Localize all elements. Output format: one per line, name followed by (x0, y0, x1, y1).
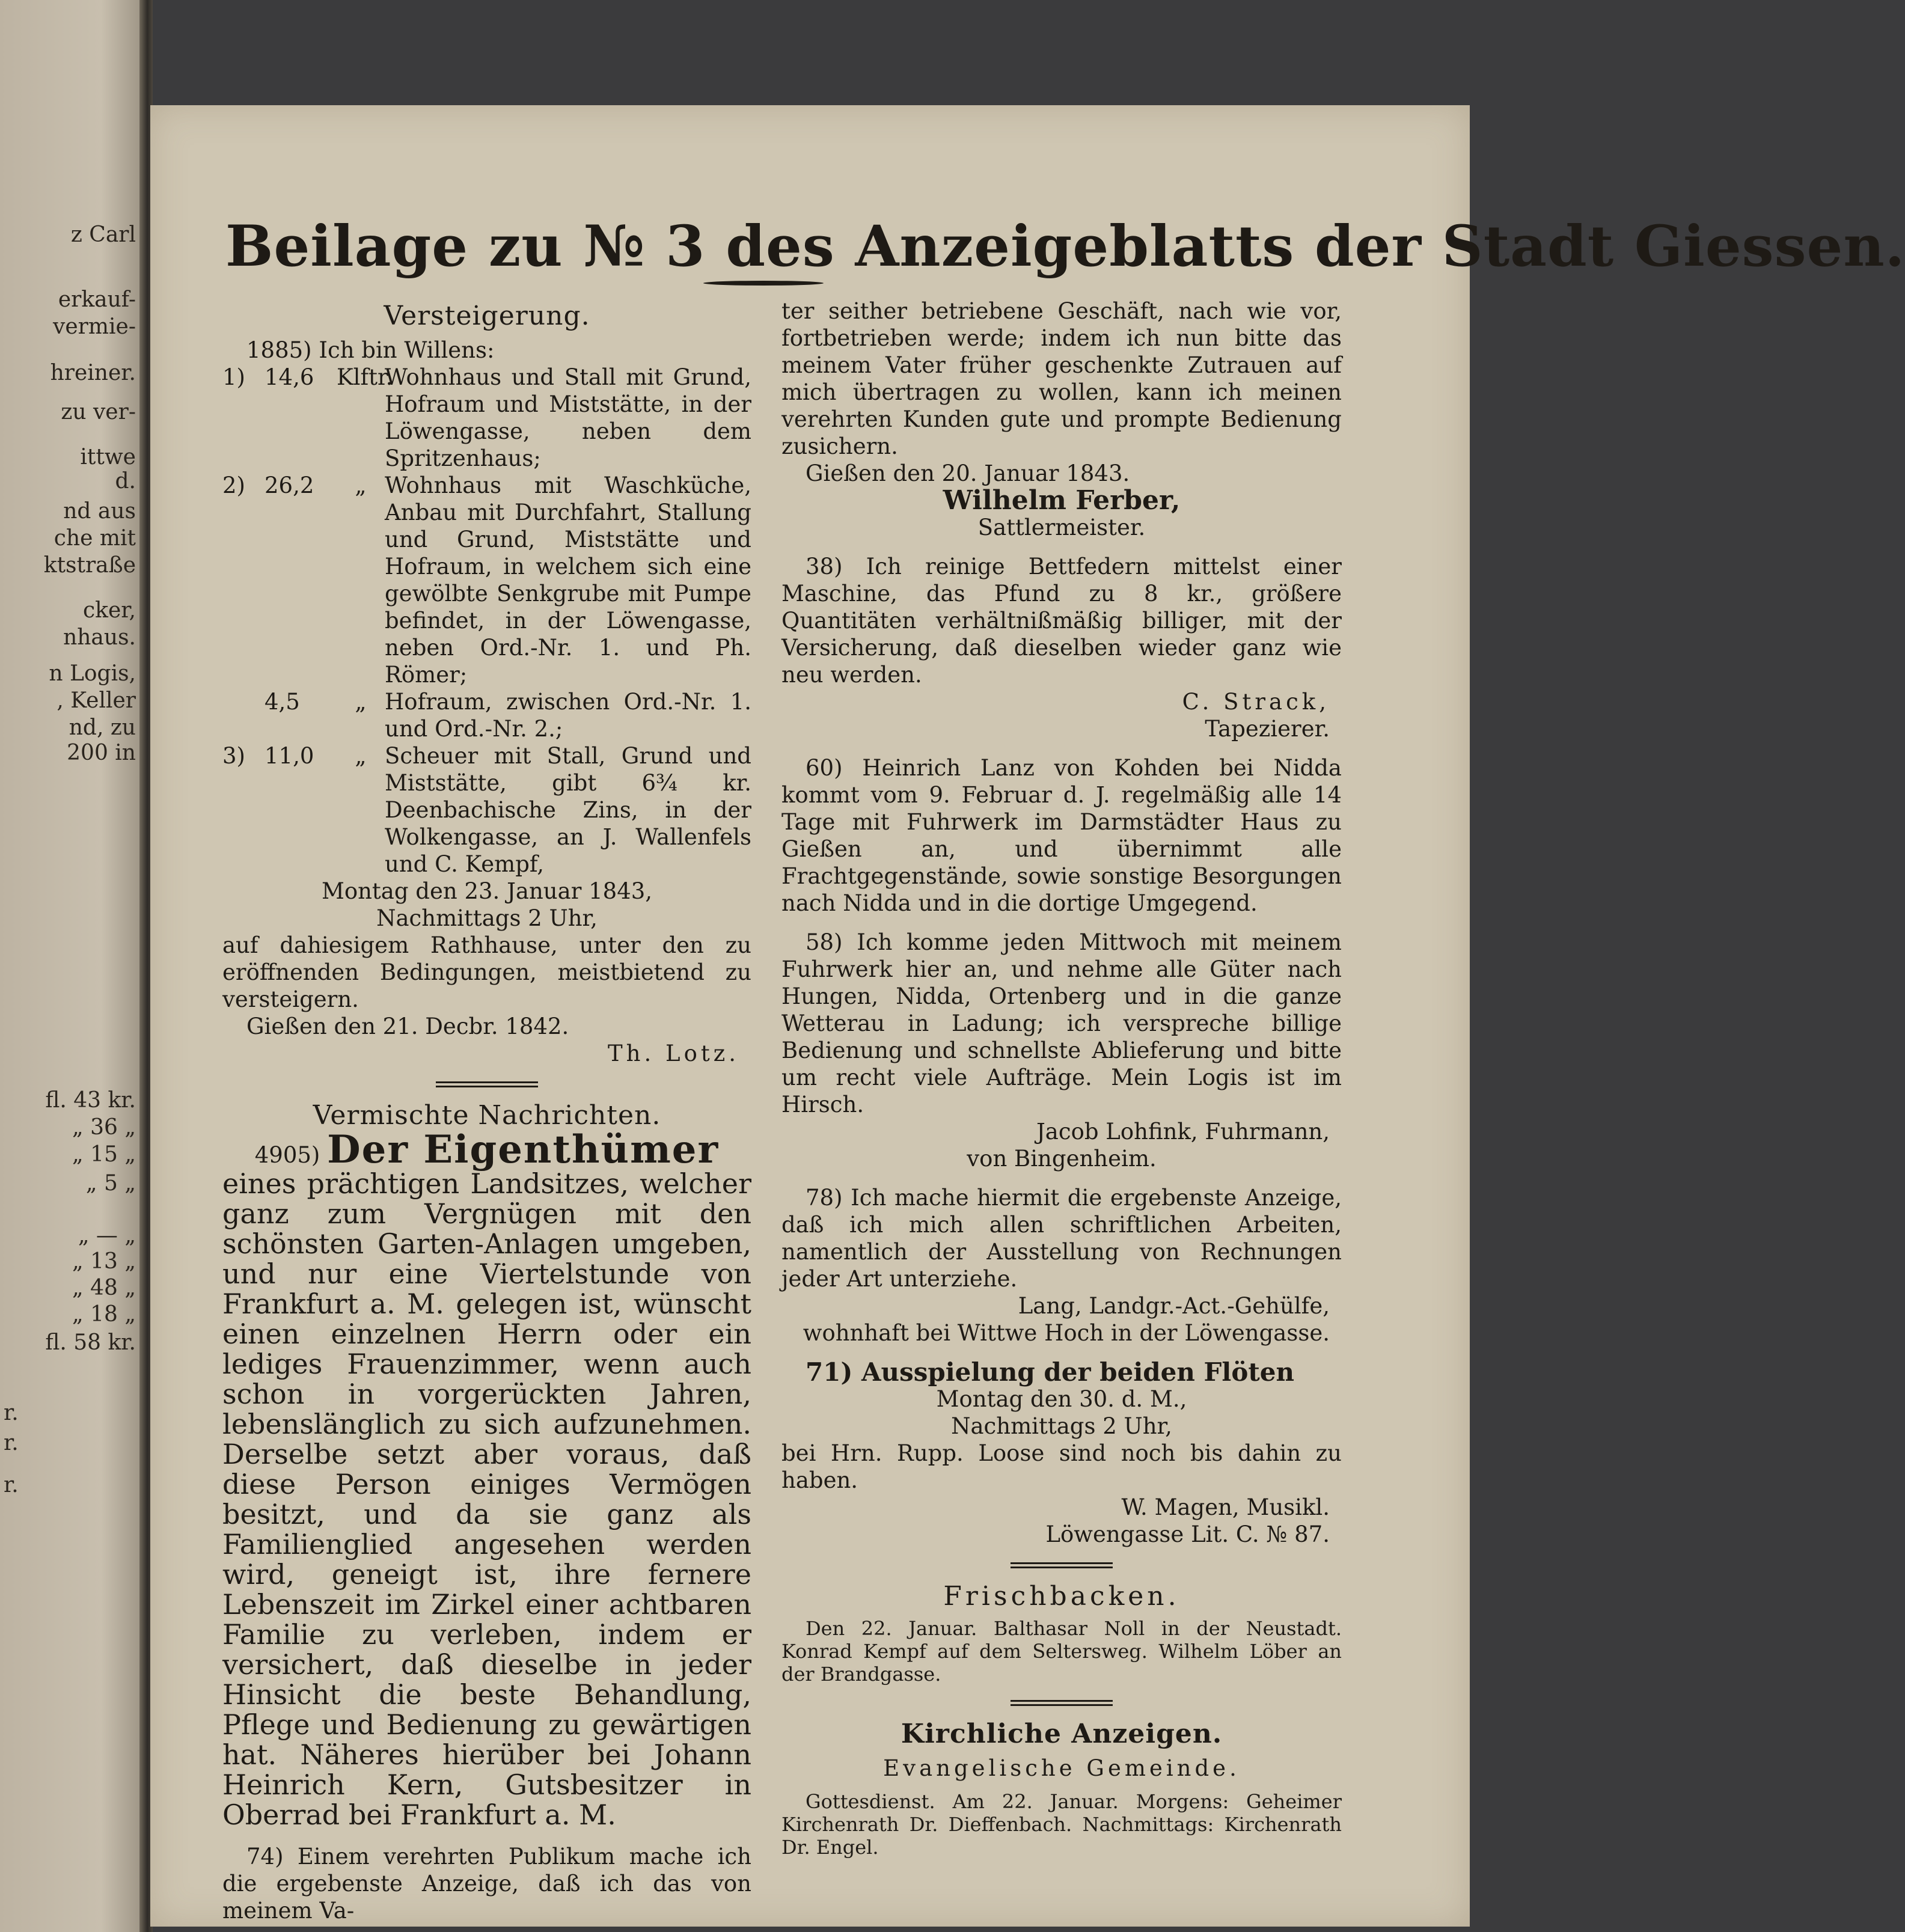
ad-74-continued: ter seither betriebene Geschäft, nach wie vor, fortbetrieben werde; indem ich nun bitte das meinem Vater früher geschenkte Zutrauen auf mich übertragen zu wollen, kann ich meinen verehrten Kunden gute und prompte Bedienung zusichern. (781, 298, 1342, 459)
prev-figure: „ 15 „ (72, 1142, 136, 1167)
ad-74-place-date: Gießen den 20. Januar 1843. (806, 460, 1130, 486)
right-column (781, 298, 1342, 1859)
item-description: Scheuer mit Stall, Grund und Miststätte, gibt 6¾ kr. Deenbachische Zins, in der Wolkengasse, an J. Wallenfels und C. Kempf, (385, 743, 751, 877)
item-size: 26,2 (264, 472, 314, 498)
auction-date: Montag den 23. Januar 1843, (321, 878, 653, 904)
prev-figure: „ — „ (78, 1223, 136, 1248)
prev-fragment: z Carl (70, 222, 136, 247)
auction-item (222, 364, 751, 472)
auction-signature: Th. Lotz. (607, 1041, 739, 1066)
church-subtitle: Evangelische Gemeinde. (883, 1755, 1240, 1781)
ad-number: 4905) (254, 1142, 320, 1168)
auction-item (222, 742, 751, 878)
ad-58-text: 58) Ich komme jeden Mittwoch mit meinem Fuhrwerk hier an, und nehme alle Güter nach Hungen, Nidda, Ortenberg und in die ganze Wetterau in Ladung; ich verspreche billige Bedienung und schnellste Ablieferung und bitte um recht viele Aufträge. Mein Logis ist im Hirsch. (781, 929, 1342, 1117)
ad-71-signature: W. Magen, Musikl. (1121, 1494, 1330, 1520)
ad-4905-text: eines prächtigen Landsitzes, welcher ganz zum Vergnügen mit den schönsten Garten-Anlagen umgeben, und nur eine Viertelstunde von Frankfurt a. M. gelegen ist, wünscht einen einzelnen Herrn oder ein lediges Frauenzimmer, wenn auch schon in vorgerückten Jahren, lebenslänglich zu sich aufzunehmen. Derselbe setzt aber voraus, daß diese Person einiges Vermögen besitzt, und da sie ganz als Familienglied angesehen werden wird, geneigt ist, ihre fernere Lebenszeit im Zirkel einer achtbaren Familie zu verleben, indem er versichert, daß dieselbe in jeder Hinsicht die beste Behandlung, Pflege und Bedienung zu gewärtigen hat. Näheres hierüber bei Johann Heinrich Kern, Gutsbesitzer in Oberrad bei Frankfurt a. M. (222, 1167, 751, 1831)
section-title-auction: Versteigerung. (384, 301, 590, 331)
item-size: 4,5 (264, 689, 300, 715)
item-size: 14,6 (264, 364, 314, 390)
ad-71-date: Montag den 30. d. M., (936, 1386, 1187, 1412)
ad-38-text: 38) Ich reinige Bettfedern mittelst einer Maschine, das Pfund zu 8 kr., größere Quantitäten verhältnißmäßig billiger, mit der Versicherung, daß dieselben wieder ganz wie neu werden. (781, 554, 1342, 688)
item-number (222, 688, 264, 742)
left-column (222, 298, 751, 1924)
ad-74-role: Sattlermeister. (977, 515, 1146, 540)
title-ornament (703, 281, 824, 286)
ad-38-role: Tapezierer. (1205, 716, 1330, 742)
ad-60-text: 60) Heinrich Lanz von Kohden bei Nidda kommt vom 9. Februar d. J. regelmäßig alle 14 Tage mit Fuhrwerk im Darmstädter Haus zu Gießen an, und übernimmt alle Frachtgegenstände, sowie sonstige Besorgungen nach Nidda und in die dortige Umgegend. (781, 755, 1342, 916)
item-unit: „ (355, 472, 367, 498)
prev-fragment: ktstraße (43, 553, 136, 578)
prev-fragment: , Keller (57, 688, 136, 713)
ad-71-time: Nachmittags 2 Uhr, (951, 1413, 1172, 1439)
prev-fragment: che mit (54, 526, 136, 551)
prev-figure: „ 48 „ (72, 1276, 136, 1300)
ad-78-role: wohnhaft bei Wittwe Hoch in der Löwengasse. (803, 1320, 1330, 1346)
item-number: 1) (222, 364, 245, 390)
ad-71-text: bei Hrn. Rupp. Loose sind noch bis dahin zu haben. (781, 1440, 1342, 1493)
prev-figure: r. (4, 1401, 19, 1425)
ad-71-heading: 71) Ausspielung der beiden Flöten (806, 1357, 1294, 1387)
prev-figure: „ 5 „ (85, 1171, 136, 1196)
auction-item (222, 472, 751, 688)
page-title: Beilage zu № 3 des Anzeigeblatts der Stadt Giessen. (225, 213, 1905, 280)
prev-fragment: n Logis, (49, 661, 136, 686)
item-size: 11,0 (264, 743, 314, 769)
prev-fragment: nd, zu (69, 715, 136, 740)
ad-headline: Der Eigenthümer (327, 1127, 720, 1172)
ad-74-text: 74) Einem verehrten Publikum mache ich die ergebenste Anzeige, daß ich das von meinem Va- (222, 1844, 751, 1924)
prev-figure: „ 36 „ (72, 1115, 136, 1140)
prev-figure: „ 13 „ (72, 1249, 136, 1274)
previous-page-edge (0, 0, 144, 1932)
ad-4905-heading (222, 1127, 751, 1172)
item-unit: Klftr. (337, 364, 393, 390)
prev-figure: r. (4, 1473, 19, 1497)
item-description: Wohnhaus und Stall mit Grund, Hofraum und Miststätte, in der Löwengasse, neben dem Spritzenhaus; (385, 364, 751, 471)
newspaper-page (150, 105, 1905, 1927)
ad-78-signature: Lang, Landgr.-Act.-Gehülfe, (1018, 1293, 1330, 1319)
item-number: 2) (222, 472, 245, 498)
section-divider (1011, 1562, 1113, 1568)
ad-58-role: von Bingenheim. (967, 1146, 1157, 1172)
auction-intro: 1885) Ich bin Willens: (246, 337, 495, 363)
prev-fragment: cker, (83, 598, 136, 623)
section-title-misc: Vermischte Nachrichten. (313, 1100, 661, 1131)
section-divider (436, 1081, 538, 1087)
prev-figure: „ 18 „ (72, 1302, 136, 1327)
prev-fragment: nd aus (63, 499, 136, 524)
section-divider (1011, 1700, 1113, 1706)
prev-fragment: ittwe (80, 445, 136, 469)
prev-fragment: erkauf- (58, 287, 136, 312)
auction-text: auf dahiesigem Rathhause, unter den zu eröffnenden Bedingungen, meistbietend zu versteigern. (222, 932, 751, 1012)
section-title-bakery: Frischbacken. (943, 1581, 1180, 1612)
auction-place-date: Gießen den 21. Decbr. 1842. (246, 1013, 569, 1039)
auction-time: Nachmittags 2 Uhr, (376, 905, 598, 931)
item-description: Hofraum, zwischen Ord.-Nr. 1. und Ord.-Nr. 2.; (385, 689, 751, 742)
prev-fragment: nhaus. (63, 625, 136, 650)
prev-figure: fl. 58 kr. (45, 1330, 136, 1355)
ad-38-signature: C. Strack, (1182, 689, 1330, 715)
ad-74-signature: Wilhelm Ferber, (943, 485, 1181, 516)
prev-fragment: 200 in (67, 741, 136, 765)
ad-58-signature: Jacob Lohfink, Fuhrmann, (1036, 1119, 1330, 1145)
auction-item (222, 688, 751, 742)
prev-figure: r. (4, 1431, 19, 1455)
item-description: Wohnhaus mit Waschküche, Anbau mit Durchfahrt, Stallung und Grund, Miststätte und Hofraum, in welchem sich eine gewölbte Senkgrube mit Pumpe befindet, in der Löwengasse, neben Ord.-Nr. 1. und Ph. Römer; (385, 472, 751, 688)
item-unit: „ (355, 689, 367, 715)
prev-fragment: d. (115, 469, 136, 494)
section-title-church: Kirchliche Anzeigen. (901, 1719, 1223, 1749)
prev-fragment: zu ver- (61, 400, 136, 424)
church-text: Gottesdienst. Am 22. Januar. Morgens: Geheimer Kirchenrath Dr. Dieffenbach. Nachmittags: Kirchenrath Dr. Engel. (781, 1790, 1342, 1859)
ad-71-address: Löwengasse Lit. C. № 87. (1045, 1521, 1330, 1547)
item-unit: „ (355, 743, 367, 769)
prev-figure: fl. 43 kr. (45, 1088, 136, 1113)
item-number: 3) (222, 743, 245, 769)
prev-fragment: vermie- (53, 314, 136, 339)
prev-fragment: hreiner. (50, 361, 136, 385)
bakery-text: Den 22. Januar. Balthasar Noll in der Neustadt. Konrad Kempf auf dem Seltersweg. Wilhelm Löber an der Brandgasse. (781, 1617, 1342, 1686)
ad-78-text: 78) Ich mache hiermit die ergebenste Anzeige, daß ich mich allen schriftlichen Arbeiten, namentlich der Ausstellung von Rechnungen jeder Art unterziehe. (781, 1185, 1342, 1292)
